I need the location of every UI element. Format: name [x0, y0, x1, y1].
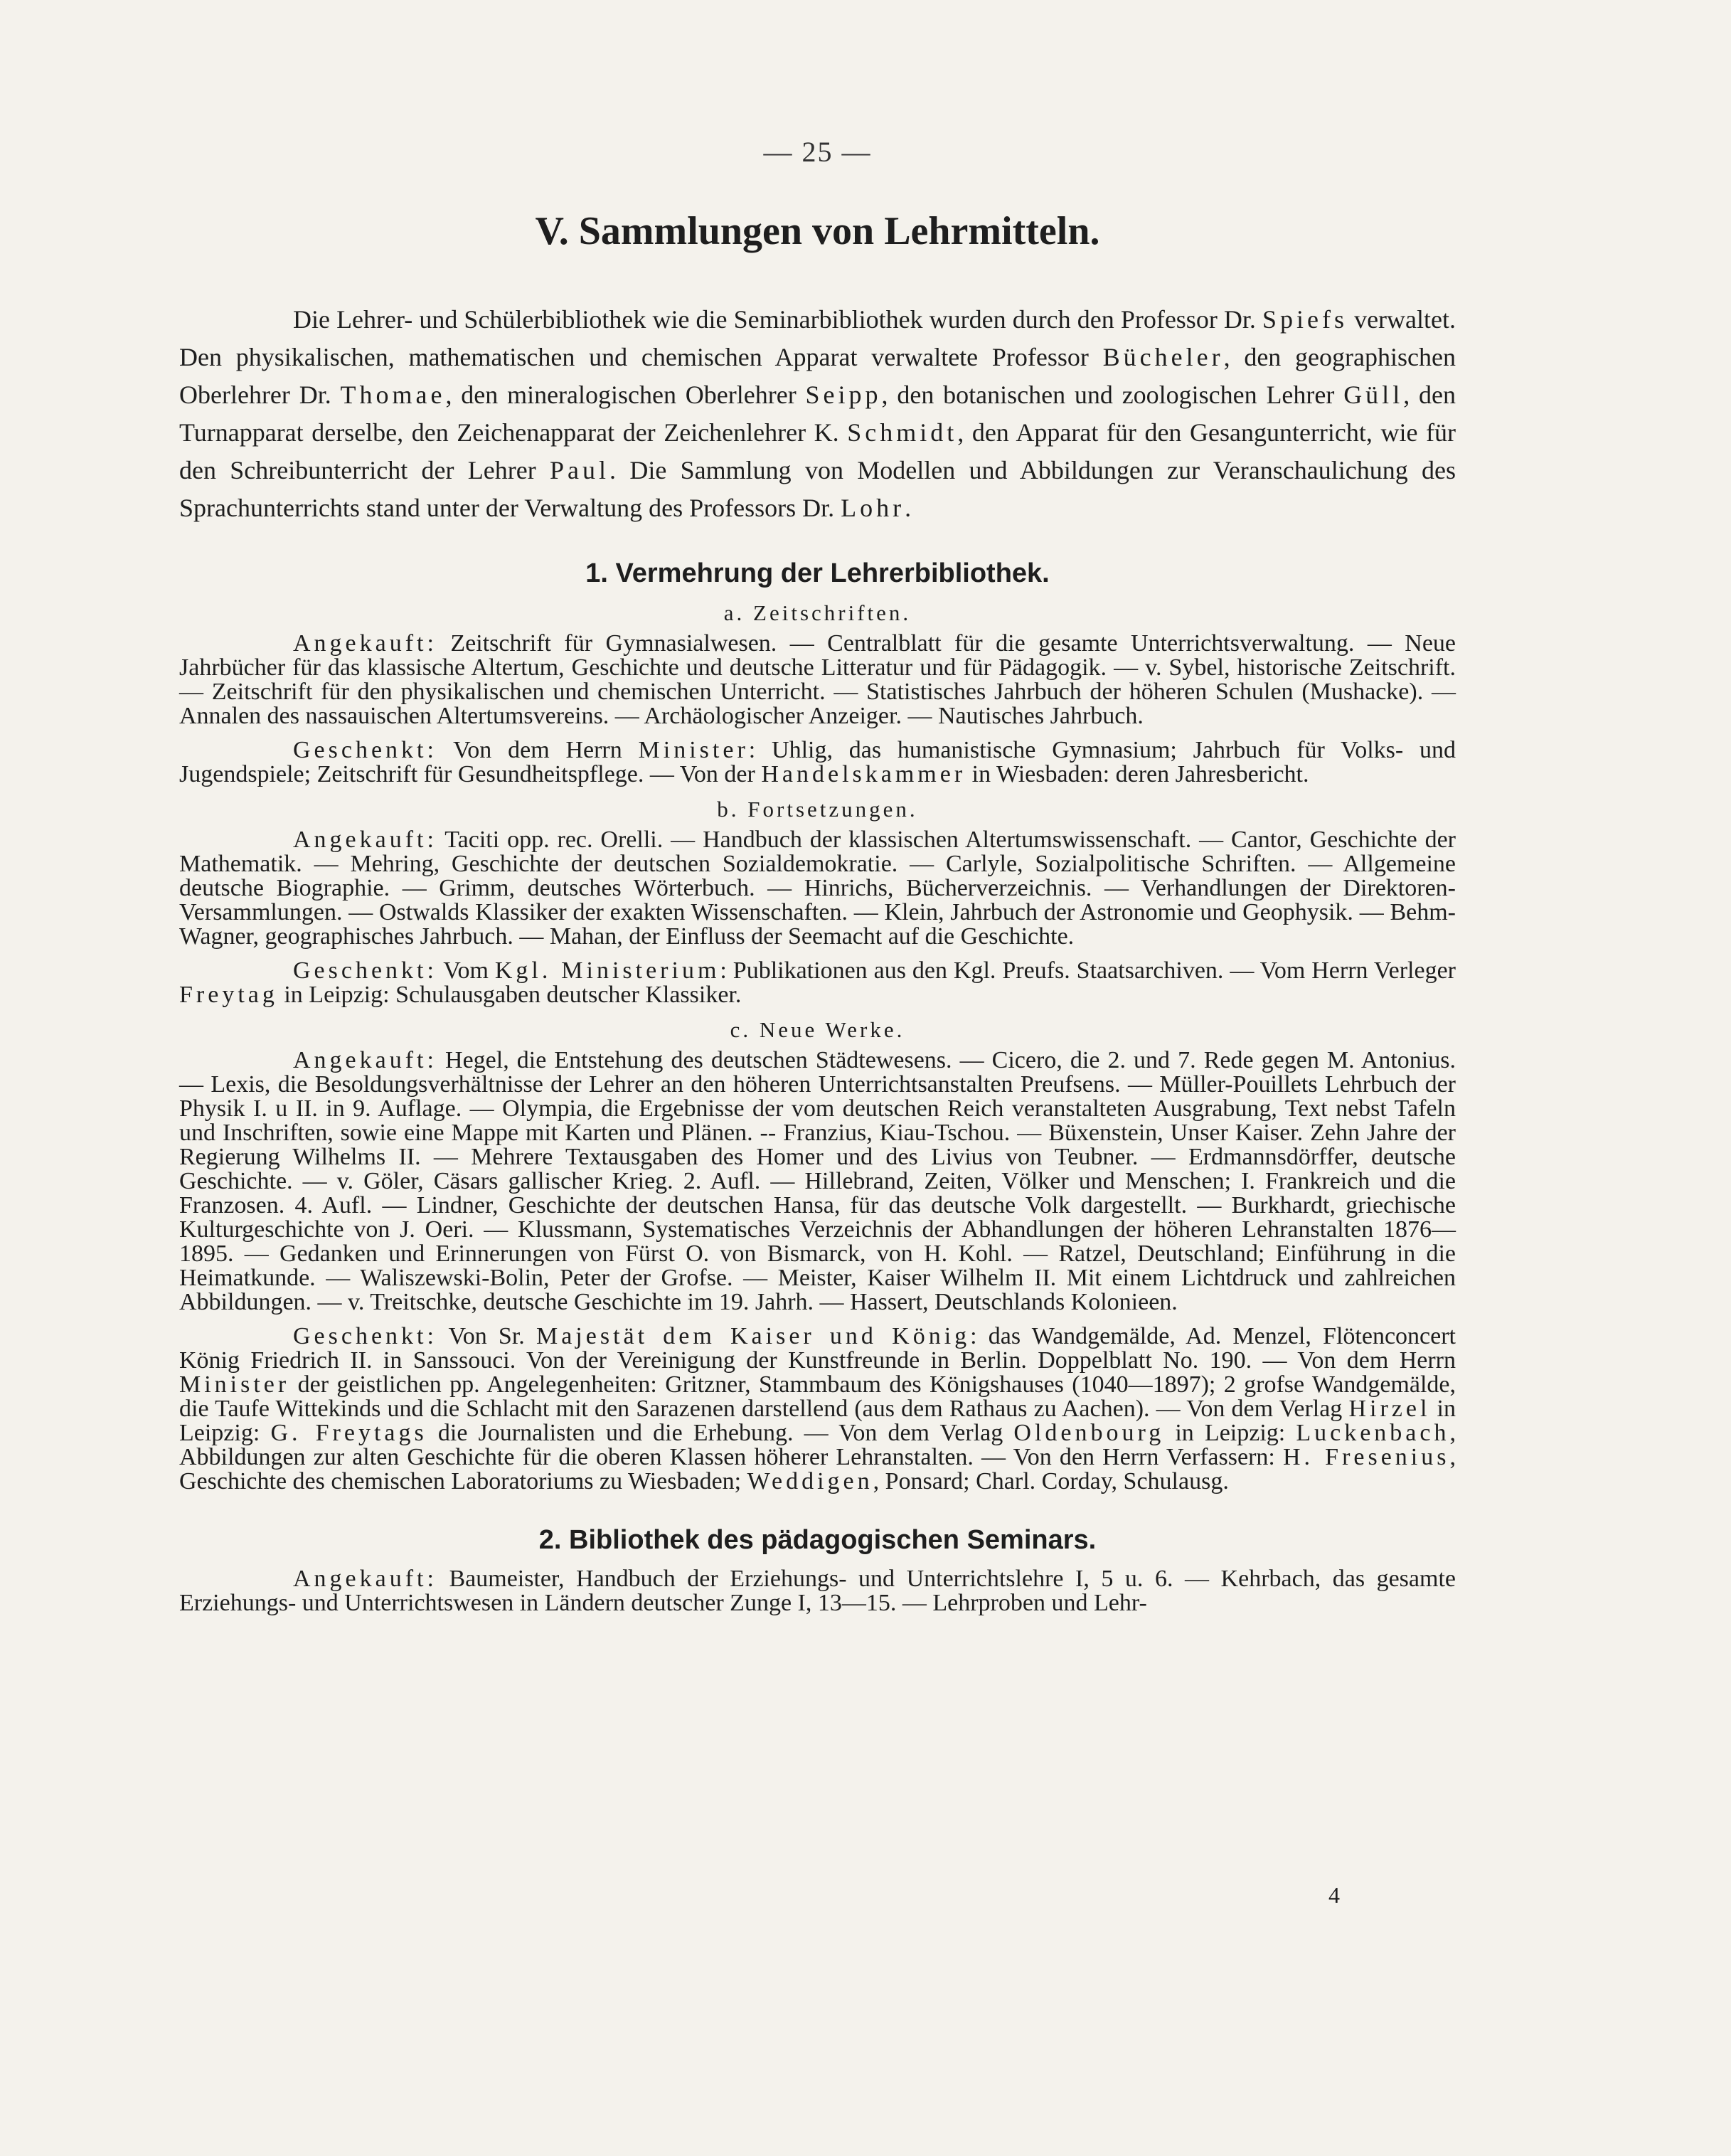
section-title-seminarbibliothek: 2. Bibliothek des pädagogischen Seminars.	[538, 1525, 1097, 1555]
fortsetzungen-angekauft: Angekauft: Taciti opp. rec. Orelli. — Handbuch der klassischen Altertumswissenschaft. — Cantor, Geschichte der Mathematik. — Mehring, Geschichte der deutschen Sozialdemokratie. — Carlyle, Sozialpolitische Schriften. — Allgemeine deutsche Biographie. — Grimm, deutsches Wörterbuch. — Hinrichs, Bücherverzeichnis. — Verhandlungen der Direktoren-Versammlungen. — Ostwalds Klassiker der exakten Wissenschaften. — Klein, Jahrbuch der Astronomie und Geophysik. — Behm-Wagner, geographisches Jahrbuch. — Mahan, der Einfluss der Seemacht auf die Geschichte.	[179, 827, 1456, 950]
section-title-lehrerbibliothek: 1. Vermehrung der Lehrerbibliothek.	[585, 558, 1050, 588]
seminar-angekauft: Angekauft: Baumeister, Handbuch der Erziehungs- und Unterrichtslehre I, 5 u. 6. — Kehrbach, das gesamte Erziehungs- und Unterrichtswesen in Ländern deutscher Zunge I, 13—15. — Lehrproben und Lehr-	[179, 1566, 1456, 1616]
page-number: — 25 —	[763, 136, 872, 168]
neue-werke-geschenkt: Geschenkt: Von Sr. Majestät dem Kaiser und König: das Wandgemälde, Ad. Menzel, Flötenconcert König Friedrich II. in Sanssouci. Von der Vereinigung der Kunstfreunde in Berlin. Doppelblatt No. 190. — Von dem Herrn Minister der geistlichen pp. Angelegenheiten: Gritzner, Stammbaum des Königshauses (1040—1897); 2 grofse Wandgemälde, die Taufe Wittekinds und die Schlacht mit den Sarazenen darstellend (aus dem Rathaus zu Aachen). — Von dem Verlag Hirzel in Leipzig: G. Freytags die Journalisten und die Erhebung. — Von dem Verlag Oldenbourg in Leipzig: Luckenbach, Abbildungen zur alten Geschichte für die oberen Klassen höherer Lehranstalten. — Von den Herrn Verfassern: H. Fresenius, Geschichte des chemischen Laboratoriums zu Wiesbaden; Weddigen, Ponsard; Charl. Corday, Schulausg.	[179, 1323, 1456, 1494]
signature-mark: 4	[1328, 1882, 1340, 1908]
zeitschriften-angekauft: Angekauft: Zeitschrift für Gymnasialwesen. — Centralblatt für die gesamte Unterrichtsverwaltung. — Neue Jahrbücher für das klassische Altertum, Geschichte und deutsche Litteratur und für Pädagogik. — v. Sybel, historische Zeitschrift. — Zeitschrift für den physikalischen und chemischen Unterricht. — Statistisches Jahrbuch der höheren Schulen (Mushacke). — Annalen des nassauischen Altertumsvereins. — Archäologischer Anzeiger. — Nautisches Jahrbuch.	[179, 630, 1456, 729]
subsection-heading-fortsetzungen: b. Fortsetzungen.	[717, 797, 918, 822]
subsection-heading-zeitschriften: a. Zeitschriften.	[723, 600, 912, 625]
subsection-heading-neue-werke: c. Neue Werke.	[730, 1017, 905, 1042]
fortsetzungen-geschenkt: Geschenkt: Vom Kgl. Ministerium: Publikationen aus den Kgl. Preufs. Staatsarchiven. — Vom Herrn Verleger Freytag in Leipzig: Schulausgaben deutscher Klassiker.	[179, 957, 1456, 1008]
page-content	[179, 135, 1456, 1625]
zeitschriften-geschenkt: Geschenkt: Von dem Herrn Minister: Uhlig, das humanistische Gymnasium; Jahrbuch für Volks- und Jugendspiele; Zeitschrift für Gesundheitspflege. — Von der Handelskammer in Wiesbaden: deren Jahresbericht.	[179, 737, 1456, 787]
intro-paragraph: Die Lehrer- und Schülerbibliothek wie die Seminarbibliothek wurden durch den Professor Dr. Spiefs verwaltet. Den physikalischen, mathematischen und chemischen Apparat verwaltete Professor Bücheler, den geographischen Oberlehrer Dr. Thomae, den mineralogischen Oberlehrer Seipp, den botanischen und zoologischen Lehrer Güll, den Turnapparat derselbe, den Zeichenapparat der Zeichenlehrer K. Schmidt, den Apparat für den Gesangunterricht, wie für den Schreibunterricht der Lehrer Paul. Die Sammlung von Modellen und Abbildungen zur Veranschaulichung des Sprachunterrichts stand unter der Verwaltung des Professors Dr. Lohr.	[179, 305, 1456, 522]
neue-werke-angekauft: Angekauft: Hegel, die Entstehung des deutschen Städtewesens. — Cicero, die 2. und 7. Rede gegen M. Antonius. — Lexis, die Besoldungsverhältnisse der Lehrer an den höheren Unterrichtsanstalten Preufsens. — Müller-Pouillets Lehrbuch der Physik I. u II. in 9. Auflage. — Olympia, die Ergebnisse der vom deutschen Reich veranstalteten Ausgrabung, Text nebst Tafeln und Inschriften, sowie eine Mappe mit Karten und Plänen. -- Franzius, Kiau-Tschou. — Büxenstein, Unser Kaiser. Zehn Jahre der Regierung Wilhelms II. — Mehrere Textausgaben des Homer und des Livius von Teubner. — Erdmannsdörffer, deutsche Geschichte. — v. Göler, Cäsars gallischer Krieg. 2. Aufl. — Hillebrand, Zeiten, Völker und Menschen; I. Frankreich und die Franzosen. 4. Aufl. — Lindner, Geschichte der deutschen Hansa, für das deutsche Volk dargestellt. — Burkhardt, griechische Kulturgeschichte von J. Oeri. — Klussmann, Systematisches Verzeichnis der Abhandlungen der höheren Lehranstalten 1876—1895. — Gedanken und Erinnerungen von Fürst O. von Bismarck, von H. Kohl. — Ratzel, Deutschland; Einführung in die Heimatkunde. — Waliszewski-Bolin, Peter der Grofse. — Meister, Kaiser Wilhelm II. Mit einem Lichtdruck und zahlreichen Abbildungen. — v. Treitschke, deutsche Geschichte im 19. Jahrh. — Hassert, Deutschlands Kolonieen.	[179, 1047, 1456, 1315]
chapter-title: V. Sammlungen von Lehrmitteln.	[535, 209, 1100, 253]
